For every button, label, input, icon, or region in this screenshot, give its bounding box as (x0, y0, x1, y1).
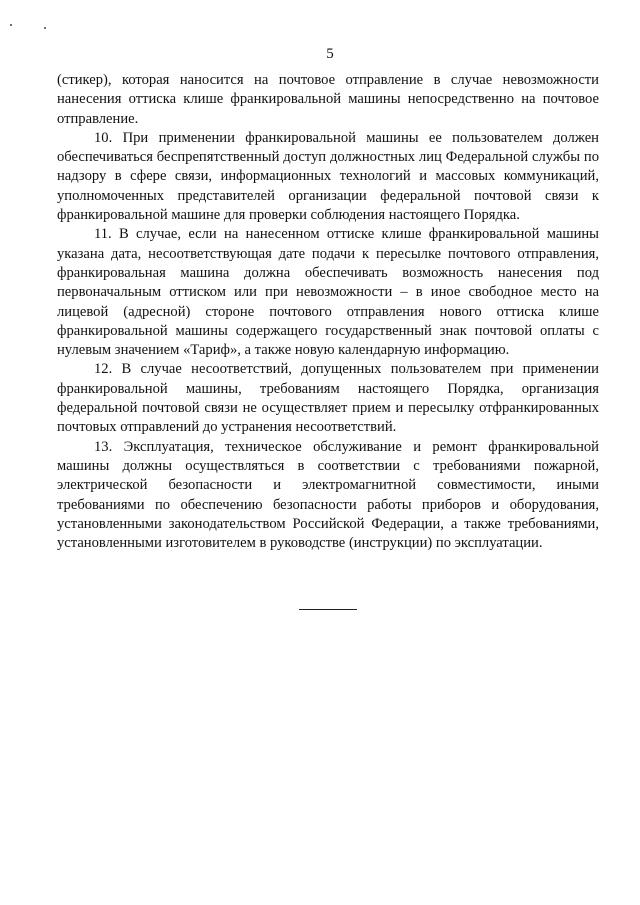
scan-speck (44, 27, 46, 29)
document-body (57, 71, 599, 553)
scan-speck (10, 24, 12, 26)
end-of-text-rule (299, 609, 357, 610)
paragraph-13: 13. Эксплуатация, техническое обслуживание и ремонт франкировальной машины должны осуществляться в соответствии с требованиями пожарной, электрической безопасности и электромагнитной совместимости, иными требованиями по обеспечению безопасности работы приборов и оборудования, установленными законодательством Российской Федерации, а также требованиями, установленными изготовителем в руководстве (инструкции) по эксплуатации. (57, 438, 599, 552)
paragraph-11: 11. В случае, если на нанесенном оттиске клише франкировальной машины указана дата, несоответствующая дате подачи к пересылке почтового отправления, франкировальная машина должна обеспечивать возможность нанесения под первоначальным оттиском или при невозможности – в иное свободное место на лицевой (адресной) стороне почтового отправления нового оттиска клише франкировальной машины содержащего государственный знак почтовой оплаты с нулевым значением «Тариф», а также новую календарную информацию. (57, 226, 599, 359)
paragraph-10: 10. При применении франкировальной машины ее пользователем должен обеспечиваться беспрепятственный доступ должностных лиц Федеральной службы по надзору в сфере связи, информационных технологий и массовых коммуникаций, уполномоченных представителей организации федеральной почтовой связи к франкировальной машине для проверки соблюдения настоящего Порядка. (57, 129, 599, 224)
paragraph-continuation: (стикер), которая наносится на почтовое отправление в случае невозможности нанесения оттиска клише франкировальной машины непосредственно на почтовое отправление. (57, 72, 599, 127)
page-number: 5 (326, 46, 334, 62)
paragraph-12: 12. В случае несоответствий, допущенных пользователем при применении франкировальной машины, требованиям настоящего Порядка, организация федеральной почтовой связи не осуществляет прием и пересылку отфранкированных почтовых отправлений до устранения несоответствий. (57, 361, 599, 436)
